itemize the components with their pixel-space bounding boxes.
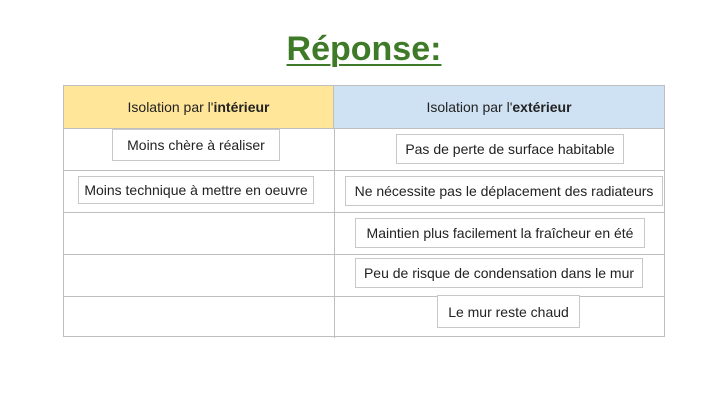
header-interior-bold: intérieur bbox=[213, 99, 270, 115]
column-divider bbox=[334, 128, 335, 338]
header-exterior bbox=[334, 86, 664, 128]
exterior-item[interactable]: Ne nécessite pas le déplacement des radiateurs bbox=[345, 176, 663, 206]
exterior-item[interactable]: Peu de risque de condensation dans le mur bbox=[355, 258, 643, 288]
header-interior bbox=[64, 86, 334, 128]
row-divider bbox=[64, 170, 664, 171]
interior-item[interactable]: Moins technique à mettre en oeuvre bbox=[78, 176, 314, 204]
exterior-item[interactable]: Pas de perte de surface habitable bbox=[396, 134, 624, 164]
header-exterior-bold: extérieur bbox=[512, 99, 572, 115]
exterior-item[interactable]: Le mur reste chaud bbox=[437, 295, 580, 328]
row-divider bbox=[64, 212, 664, 213]
header-interior-prefix: Isolation par l' bbox=[127, 99, 214, 115]
row-divider bbox=[64, 254, 664, 255]
header-exterior-prefix: Isolation par l' bbox=[426, 99, 513, 115]
interior-item[interactable]: Moins chère à réaliser bbox=[112, 129, 280, 161]
page-title: Réponse: bbox=[286, 30, 442, 68]
exterior-item[interactable]: Maintien plus facilement la fraîcheur en été bbox=[355, 218, 645, 248]
